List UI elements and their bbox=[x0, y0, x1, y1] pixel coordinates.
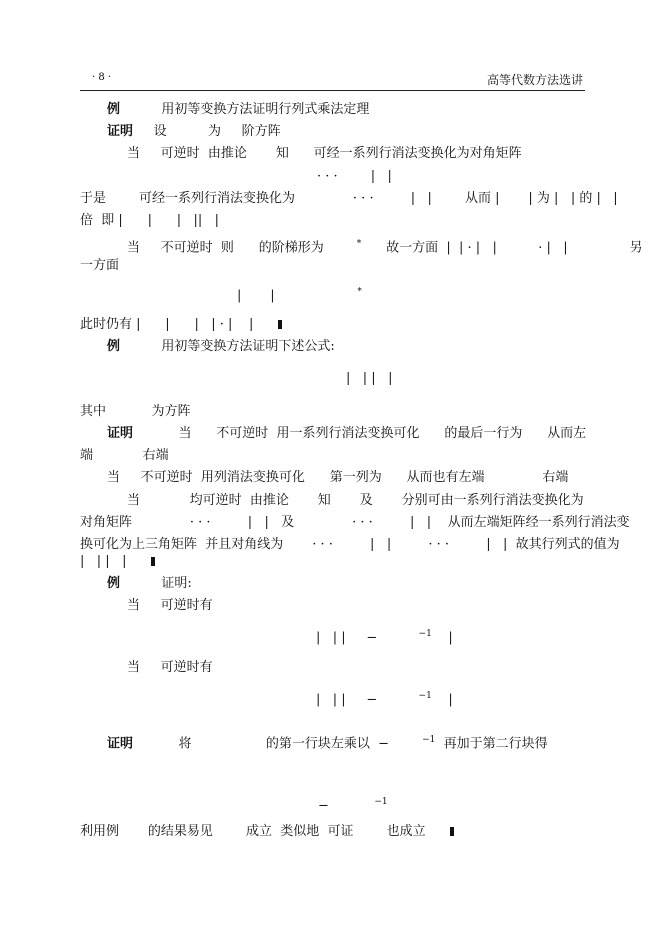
header-rule bbox=[80, 90, 585, 91]
superscript: * bbox=[356, 239, 362, 249]
text-segment: 当 可逆时有 bbox=[127, 660, 213, 675]
qed-mark bbox=[278, 320, 282, 329]
text-segment: | | | − bbox=[316, 630, 419, 646]
header-book-title: 高等代数方法选讲 bbox=[486, 73, 583, 87]
text-line bbox=[107, 124, 281, 140]
text-segment: 用初等变换方法证明下述公式: bbox=[120, 339, 335, 354]
label-bold: 例 bbox=[107, 576, 121, 591]
text-segment: | | bbox=[237, 288, 358, 304]
text-line bbox=[127, 660, 213, 676]
text-line bbox=[80, 404, 190, 420]
text-line bbox=[80, 554, 155, 570]
text-segment: 当 可逆时 由推论 知 可经一系列行消法变换化为对角矩阵 bbox=[127, 146, 522, 161]
text-line bbox=[107, 339, 335, 355]
text-line bbox=[317, 169, 392, 185]
text-segment: | bbox=[431, 692, 453, 708]
text-line bbox=[127, 146, 522, 162]
text-line bbox=[80, 213, 219, 229]
text-line bbox=[107, 576, 192, 592]
text-segment: 于是 可经一系列行消法变换化为 · · · | | 从而 | | 为 | | 的 | | bbox=[80, 191, 618, 206]
text-line bbox=[107, 426, 586, 442]
text-line bbox=[80, 448, 169, 464]
text-line bbox=[80, 191, 618, 207]
label-bold: 证明 bbox=[107, 426, 134, 441]
text-segment: 故一方面 | | · | | · | | 另 bbox=[361, 240, 643, 256]
text-line bbox=[80, 537, 620, 553]
text-line bbox=[316, 688, 453, 708]
text-segment: · · · | | bbox=[317, 169, 392, 184]
text-segment: 端 右端 bbox=[80, 448, 169, 463]
text-segment: | | | | bbox=[80, 554, 152, 569]
header-page-number: · 8 · bbox=[92, 72, 112, 83]
qed-mark bbox=[450, 827, 454, 836]
text-segment: 设 为 阶方阵 bbox=[133, 124, 281, 139]
text-segment: 换可化为上三角矩阵 并且对角线为 · · · | | · · · | | 故其行列式的值为 bbox=[80, 537, 620, 552]
label-bold: 证明 bbox=[107, 124, 134, 139]
label-bold: 证明 bbox=[107, 736, 134, 752]
text-segment: 一方面 bbox=[80, 258, 120, 273]
text-line bbox=[318, 794, 388, 814]
text-line bbox=[127, 598, 213, 614]
text-segment: 此时仍有 | | | | · | | bbox=[80, 317, 279, 332]
text-segment: 将 的第一行块左乘以 − bbox=[133, 736, 423, 752]
text-segment: 用初等变换方法证明行列式乘法定理 bbox=[120, 102, 370, 117]
text-segment: 其中 为方阵 bbox=[80, 404, 191, 419]
text-segment: 当 均可逆时 由推论 知 及 分别可由一系列行消法变换化为 bbox=[127, 493, 584, 508]
text-line bbox=[127, 236, 643, 256]
text-line bbox=[80, 258, 119, 274]
superscript: * bbox=[357, 287, 362, 297]
text-line bbox=[80, 824, 454, 840]
text-segment: 当 不可逆时 用列消法变换可化 第一列为 从而也有左端 右端 bbox=[107, 470, 569, 485]
text-segment: 当 可逆时有 bbox=[127, 598, 213, 613]
label-bold: 例 bbox=[107, 102, 121, 117]
text-line bbox=[107, 470, 568, 486]
superscript: −1 bbox=[422, 735, 436, 745]
text-segment: 利用例 的结果易见 成立 类似地 可证 也成立 bbox=[80, 824, 451, 839]
text-line bbox=[346, 371, 392, 387]
text-line bbox=[237, 284, 362, 304]
text-line bbox=[107, 732, 548, 752]
text-line bbox=[80, 317, 282, 333]
text-segment: − bbox=[318, 798, 375, 814]
text-line bbox=[127, 493, 584, 509]
text-line bbox=[107, 102, 369, 118]
text-segment: 对角矩阵 · · · | | 及 · · · | | 从而左端矩阵经一系列行消法变 bbox=[80, 515, 630, 530]
label-bold: 例 bbox=[107, 339, 121, 354]
text-segment: 证明: bbox=[120, 576, 192, 591]
qed-mark bbox=[151, 557, 155, 566]
text-segment: 再加于第二行块得 bbox=[435, 736, 548, 752]
text-segment: | bbox=[431, 630, 453, 646]
superscript: −1 bbox=[374, 797, 388, 807]
text-line bbox=[316, 626, 453, 646]
text-line bbox=[80, 515, 630, 531]
text-segment: 当 不可逆时 用一系列行消法变换可化 的最后一行为 从而左 bbox=[133, 426, 587, 441]
superscript: −1 bbox=[418, 691, 432, 701]
superscript: −1 bbox=[418, 629, 432, 639]
text-segment: 当 不可逆时 则 的阶梯形为 bbox=[127, 240, 357, 256]
text-segment: | | | | bbox=[346, 371, 393, 386]
text-segment: | | | − bbox=[316, 692, 419, 708]
text-segment: 倍 即 | | | || | bbox=[80, 213, 220, 228]
